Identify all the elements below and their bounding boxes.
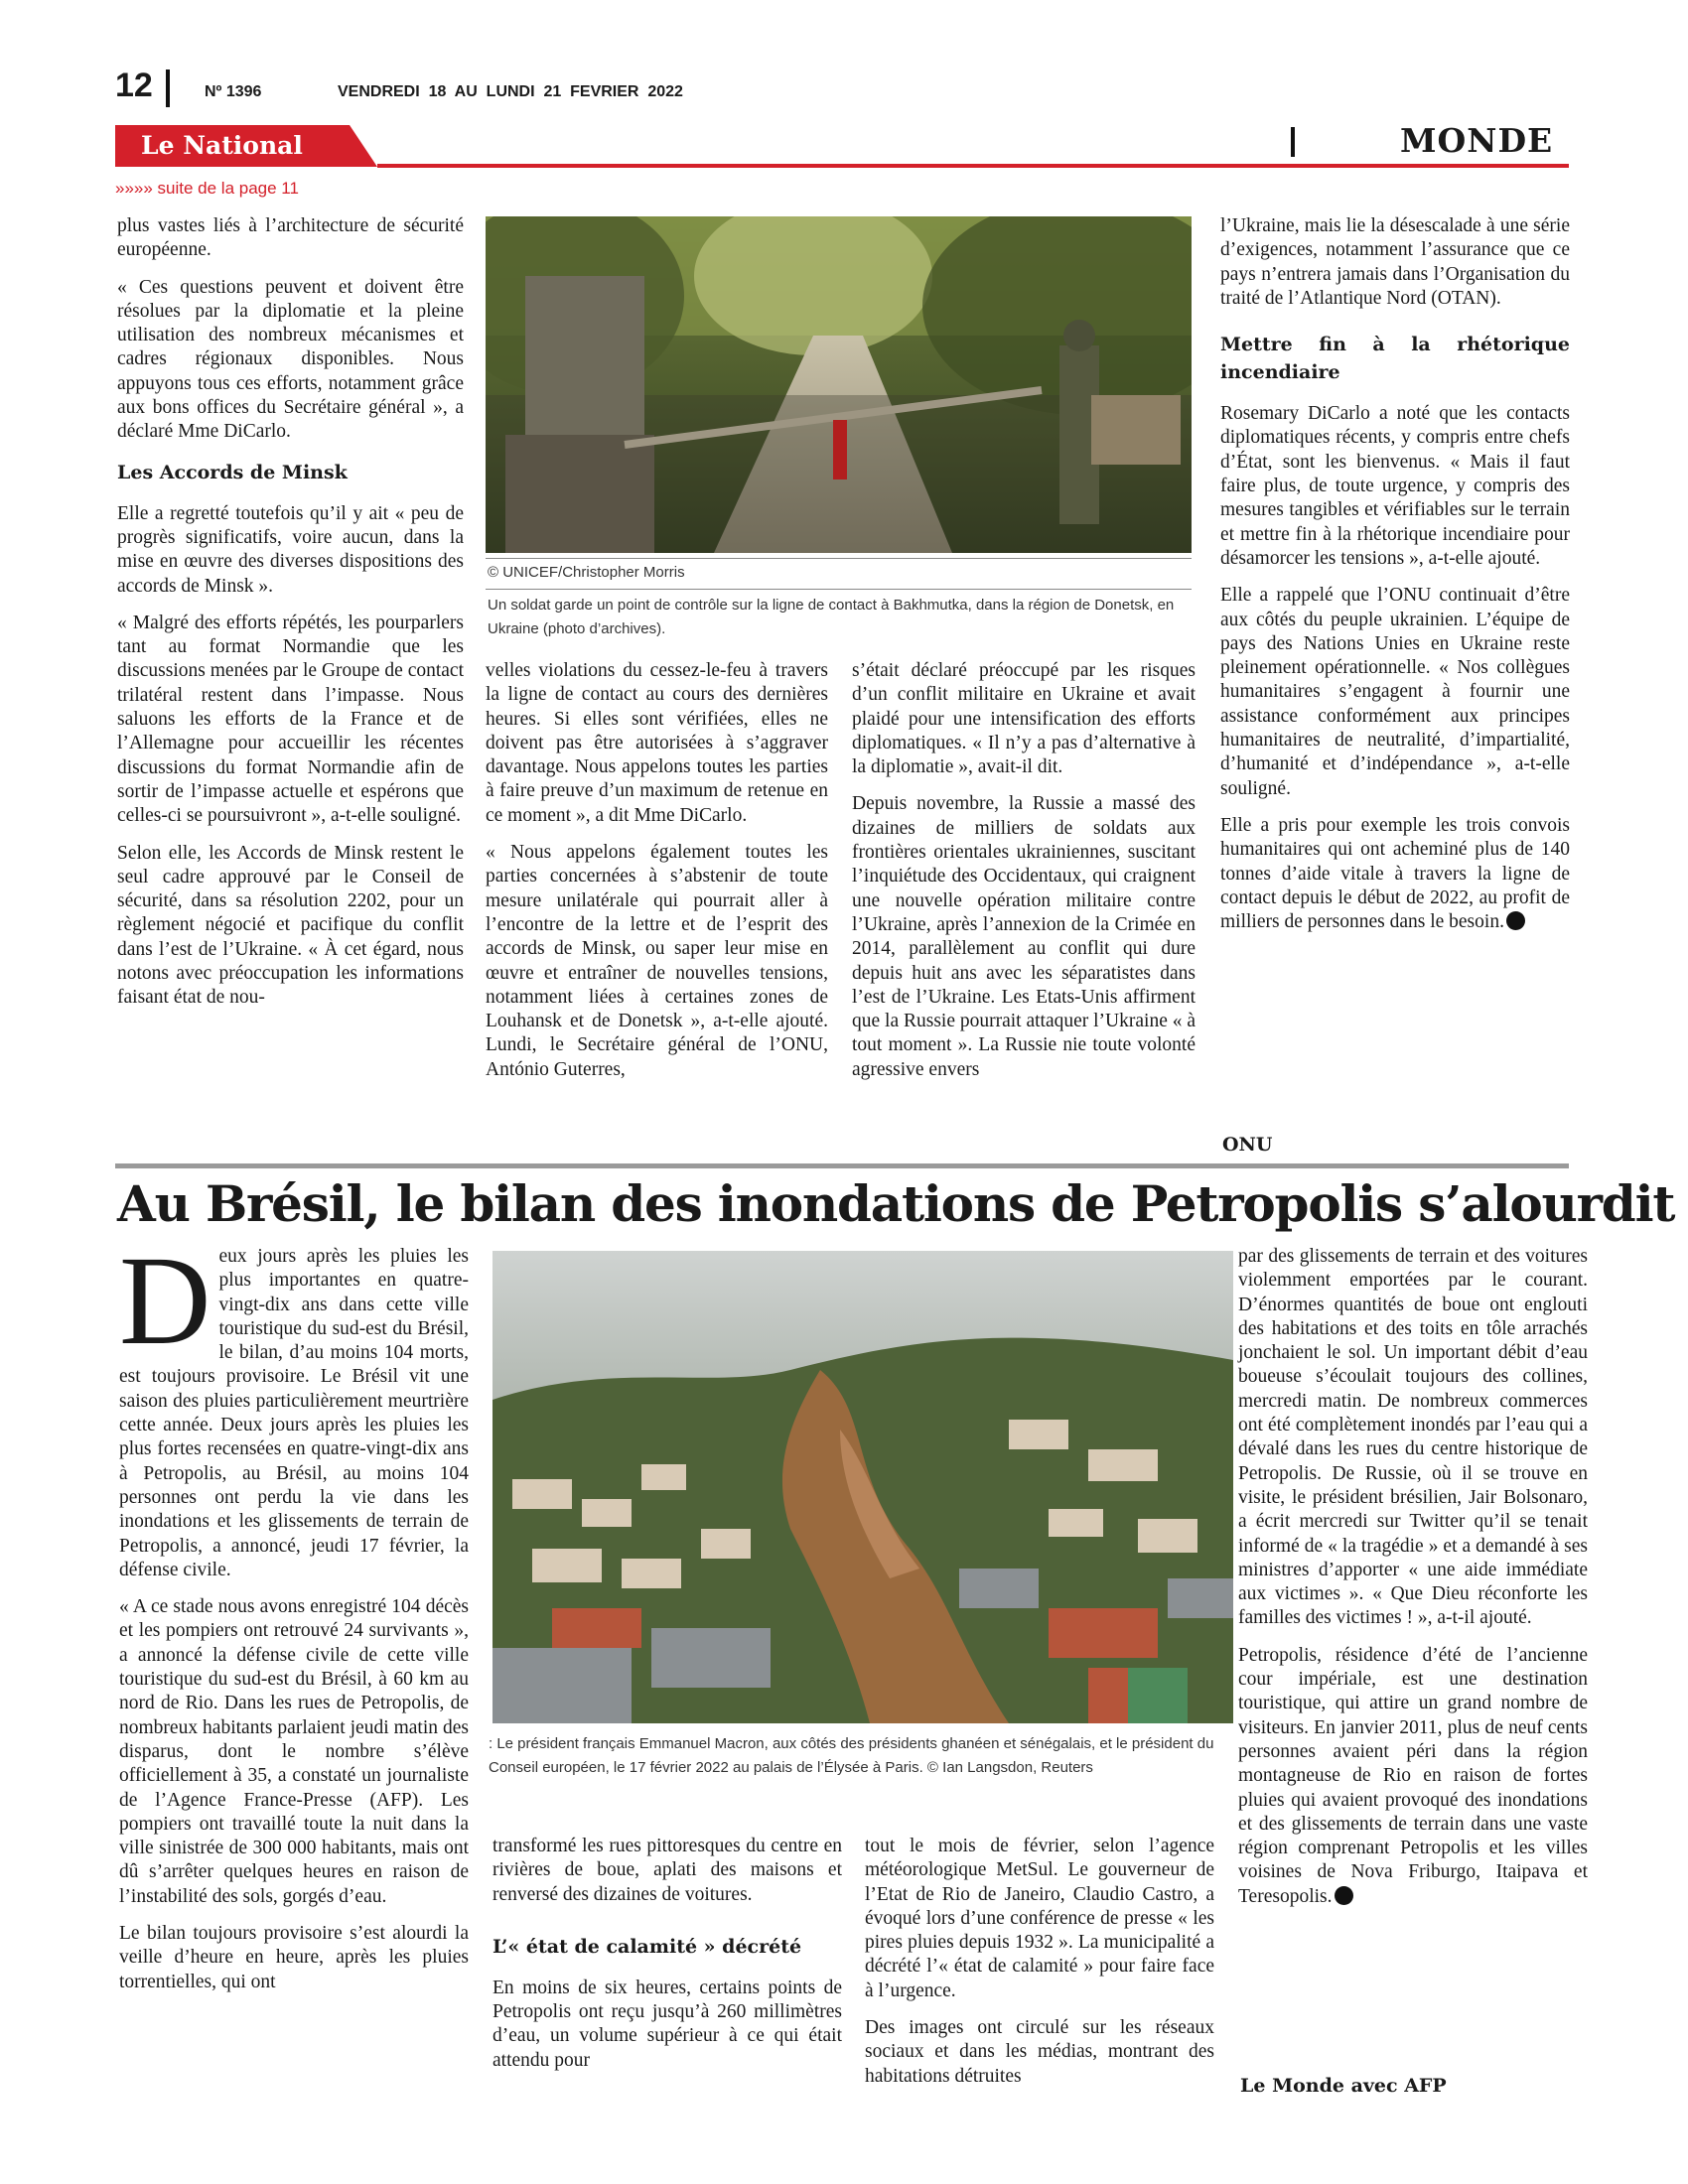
section-title: MONDE xyxy=(1400,121,1554,160)
article2-col3 xyxy=(865,1835,1214,2102)
landslide-caption: : Le président français Emmanuel Macron, aux côtés des présidents ghanéen et sénégalais, et le président du Conseil européen, le 17 février 2022 au palais de l’Élysée à Paris. © Ian Langsdon, Reuters xyxy=(489,1735,1214,1776)
paragraph: velles violations du cessez-le-feu à travers la ligne de contact au cours des dernières heures. Si elles sont vérifiées, elles ne doivent pas être autorisées à s’aggraver davantage. Nous appelons toutes les parties à faire preuve d’un maximum de retenue en ce moment », a dit Mme DiCarlo. xyxy=(486,660,828,826)
issue-date: VENDREDI 18 AU LUNDI 21 FEVRIER 2022 xyxy=(338,83,683,100)
paragraph: l’Ukraine, mais lie la désescalade à une série d’exigences, notamment l’assurance que ce pays n’entrera jamais dans l’Organisation du traité de l’Atlantique Nord (OTAN). xyxy=(1220,215,1570,309)
paragraph xyxy=(1238,1644,1588,1909)
issue-number: Nº 1396 xyxy=(205,83,262,100)
article2-signature: Le Monde avec AFP xyxy=(1240,2075,1447,2097)
paragraph-text: eux jours après les pluies les plus importantes en quatre-vingt-dix ans dans cette ville touristique du sud-est du Brésil, le bilan, d’au moins 104 morts, est toujours provisoire. Le Brésil vit une saison des pluies particulièrement meurtrière cette année. Deux jours après les pluies les plus fortes recensées en quatre-vingt-dix ans à Petropolis, au Brésil, au moins 104 personnes ont perdu la vie dans les inondations et les glissements de terrain de Petropolis, a annoncé, jeudi 17 février, la défense civile. xyxy=(119,1246,469,1580)
paragraph: tout le mois de février, selon l’agence météorologique MetSul. Le gouverneur de l’Etat de Rio de Janeiro, Claudio Castro, a évoqué lors d’une conférence de presse « les pires pluies depuis 1932 ». La municipalité a décrété l’« état de calamité » pour faire face à l’urgence. xyxy=(865,1836,1214,2001)
paragraph: Rosemary DiCarlo a noté que les contacts diplomatiques récents, y compris entre chefs d’État, sont les bienvenus. « Mais il faut faire plus, de toute urgence, y compris des mesures tangibles et vérifiables sur le terrain et mettre fin à la rhétorique incendiaire pour désamorcer les tensions », a-t-elle ajouté. xyxy=(1220,403,1570,569)
subheading-minsk: Les Accords de Minsk xyxy=(117,461,348,483)
paragraph: par des glissements de terrain et des voitures violemment emportées par le courant. D’énormes quantités de boue ont englouti des habitations et des toits en tôle arrachés jonchaient le sol. Un important débit d’eau boueuse s’écoulait toujours des collines, mercredi matin. De nombreux commerces ont été complètement inondés par l’eau qui a dévalé dans les rues du centre historique de Petropolis. De Russie, où il se trouve en visite, le président brésilien, Jair Bolsonaro, a écrit mercredi sur Twitter qu’il se tenait informé de « la tragédie » et a demandé à ses ministres d’apporter « une aide immédiate aux victimes ». « Que Dieu réconforte les familles des victimes ! », a-t-il ajouté. xyxy=(1238,1246,1588,1629)
page-number-divider xyxy=(166,69,170,107)
article1-signature: ONU xyxy=(1222,1134,1273,1156)
subheading-calamity: L’« état de calamité » décrété xyxy=(492,1935,802,1958)
continued-from: »»»» suite de la page 11 xyxy=(115,179,299,198)
landslide-photo xyxy=(492,1251,1233,1723)
paragraph xyxy=(1220,814,1570,934)
article1-col2 xyxy=(486,659,828,1095)
subheading-rhetoric: Mettre fin à la rhétorique incendiaire xyxy=(1220,334,1570,384)
article1-col3 xyxy=(852,659,1196,1095)
paragraph: Depuis novembre, la Russie a massé des dizaines de milliers de soldats aux frontières orientales ukrainiennes, suscitant l’inquiétude des Occidentaux, qui craignent une nouvelle opération militaire contre l’Ukraine, après l’annexion de la Crimée en 2014, parallèlement au conflit qui dure depuis huit ans avec les séparatistes dans l’est de l’Ukraine. Les Etats-Unis affirment que la Russie pourrait attaquer l’Ukraine « à tout moment ». La Russie nie toute volonté agressive envers xyxy=(852,793,1196,1080)
paragraph: Elle a rappelé que l’ONU continuait d’être aux côtés du peuple ukrainien. L’équipe de pays des Nations Unies en Ukraine reste pleinement opérationnelle. « Nos collègues humanitaires s’engagent à fournir une assistance conformément aux principes humanitaires de neutralité, d’impartialité, d’humanité et d’indépendance », a-t-elle souligné. xyxy=(1220,585,1570,799)
paragraph-text: Petropolis, résidence d’été de l’ancienne cour impériale, est une destination touristique, qui attire un grand nombre de visiteurs. En janvier 2011, plus de neuf cents personnes avaient péri dans la région montagneuse de Rio en raison de fortes pluies qui avaient provoqué des inondations et des glissements de terrain dans une vaste région comprenant Petropolis et les villes voisines de Nova Friburgo, Itaipava et Teresopolis. xyxy=(1238,1644,1588,1907)
article-separator xyxy=(115,1163,1569,1168)
paragraph: « Nous appelons également toutes les parties concernées à s’abstenir de toute mesure unilatérale qui pourrait aller à l’encontre de la lettre et de l’esprit des accords de Minsk, ou saper leur mise en œuvre et entraîner de nouvelles tensions, notamment liées à certaines zones de Louhansk et de Donetsk », a-t-elle ajouté. Lundi, le Secrétaire général de l’ONU, António Guterres, xyxy=(486,842,828,1080)
paragraph: « Malgré des efforts répétés, les pourparlers tant au format Normandie que les discussions menées par le Groupe de contact trilatéral restent dans l’impasse. Nous saluons les efforts de la France et de l’Allemagne pour accueillir les récentes discussions du format Normandie afin de sortir de l’impasse actuelle et espérons que celles-ci se poursuivront », a-t-elle souligné. xyxy=(117,612,464,827)
end-of-article-icon xyxy=(1335,1886,1353,1905)
paragraph xyxy=(119,1230,469,1582)
drop-cap: D xyxy=(119,1230,211,1371)
paragraph-text: Elle a pris pour exemple les trois convois humanitaires qui ont acheminé plus de 140 tonnes d’aide vitale à travers la ligne de contact depuis le début de 2022, au profit de milliers de personnes dans le besoin. xyxy=(1220,814,1570,933)
article1-col1 xyxy=(117,214,464,1024)
paragraph: Des images ont circulé sur les réseaux sociaux et dans les médias, montrant des habitations détruites xyxy=(865,2017,1214,2087)
article2-col1 xyxy=(119,1230,469,2007)
photo-caption: Un soldat garde un point de contrôle sur la ligne de contact à Bakhmutka, dans la région de Donetsk, en Ukraine (photo d’archives). xyxy=(488,597,1175,637)
article2-col2 xyxy=(492,1835,842,2086)
paragraph: transformé les rues pittoresques du centre en rivières de boue, aplati des maisons et renversé des dizaines de voitures. xyxy=(492,1836,842,1905)
paragraph: « Ces questions peuvent et doivent être résolues par la diplomatie et la pleine utilisation des nombreux mécanismes et cadres régionaux disponibles. Nous appuyons tous ces efforts, notamment grâce aux bons offices du Secrétaire général », a déclaré Mme DiCarlo. xyxy=(117,276,464,443)
paragraph: « A ce stade nous avons enregistré 104 décès et les pompiers ont retrouvé 24 survivants », a annoncé la défense civile de cette ville touristique du sud-est du Brésil, à 60 km au nord de Rio. Dans les rues de Petropolis, de nombreux habitants parlaient jeudi matin des disparus, dont le nombre s’élève officiellement à 35, a constaté un journaliste de l’Agence France-Presse (AFP). Les pompiers ont travaillé toute la nuit dans la ville sinistrée de 300 000 habitants, mais ont dû s’arrêter quelques heures en raison de l’instabilité des sols, gorgés d’eau. xyxy=(119,1596,469,1907)
article1-col4 xyxy=(1220,214,1570,947)
brand-logo: Le National xyxy=(141,131,303,160)
header-red-rule xyxy=(377,164,1569,168)
checkpoint-photo xyxy=(486,216,1192,553)
photo-credit: © UNICEF/Christopher Morris xyxy=(488,564,685,581)
paragraph: Elle a regretté toutefois qu’il y ait « peu de progrès significatifs, voire aucun, dans la mise en œuvre des diverses dispositions des accords de Minsk ». xyxy=(117,502,464,597)
paragraph: plus vastes liés à l’architecture de sécurité européenne. xyxy=(117,215,464,261)
paragraph: Selon elle, les Accords de Minsk restent le seul cadre approuvé par le Conseil de sécurité, dans sa résolution 2202, pour un règlement négocié et pacifique du conflit dans l’est de l’Ukraine. « À cet égard, nous notons avec préoccupation les informations faisant état de nou- xyxy=(117,842,464,1009)
photo-credit-rule xyxy=(486,558,1192,559)
photo-caption-rule xyxy=(486,589,1192,590)
page-number: 12 xyxy=(115,67,153,104)
article2-col4 xyxy=(1238,1245,1588,1922)
headline: Au Brésil, le bilan des inondations de Petropolis s’alourdit xyxy=(117,1174,1675,1233)
paragraph: s’était déclaré préoccupé par les risques d’un conflit militaire en Ukraine et avait plaidé pour une intensification des efforts diplomatiques. « Il n’y a pas d’alternative à la diplomatie », avait-il dit. xyxy=(852,660,1196,778)
paragraph: En moins de six heures, certains points de Petropolis ont reçu jusqu’à 260 millimètres d’eau, un volume supérieur à ce qui était attendu pour xyxy=(492,1977,842,2071)
section-divider xyxy=(1291,127,1295,157)
paragraph: Le bilan toujours provisoire s’est alourdi la veille d’heure en heure, après les pluies torrentielles, qui ont xyxy=(119,1923,469,1992)
end-of-article-icon xyxy=(1506,911,1525,930)
